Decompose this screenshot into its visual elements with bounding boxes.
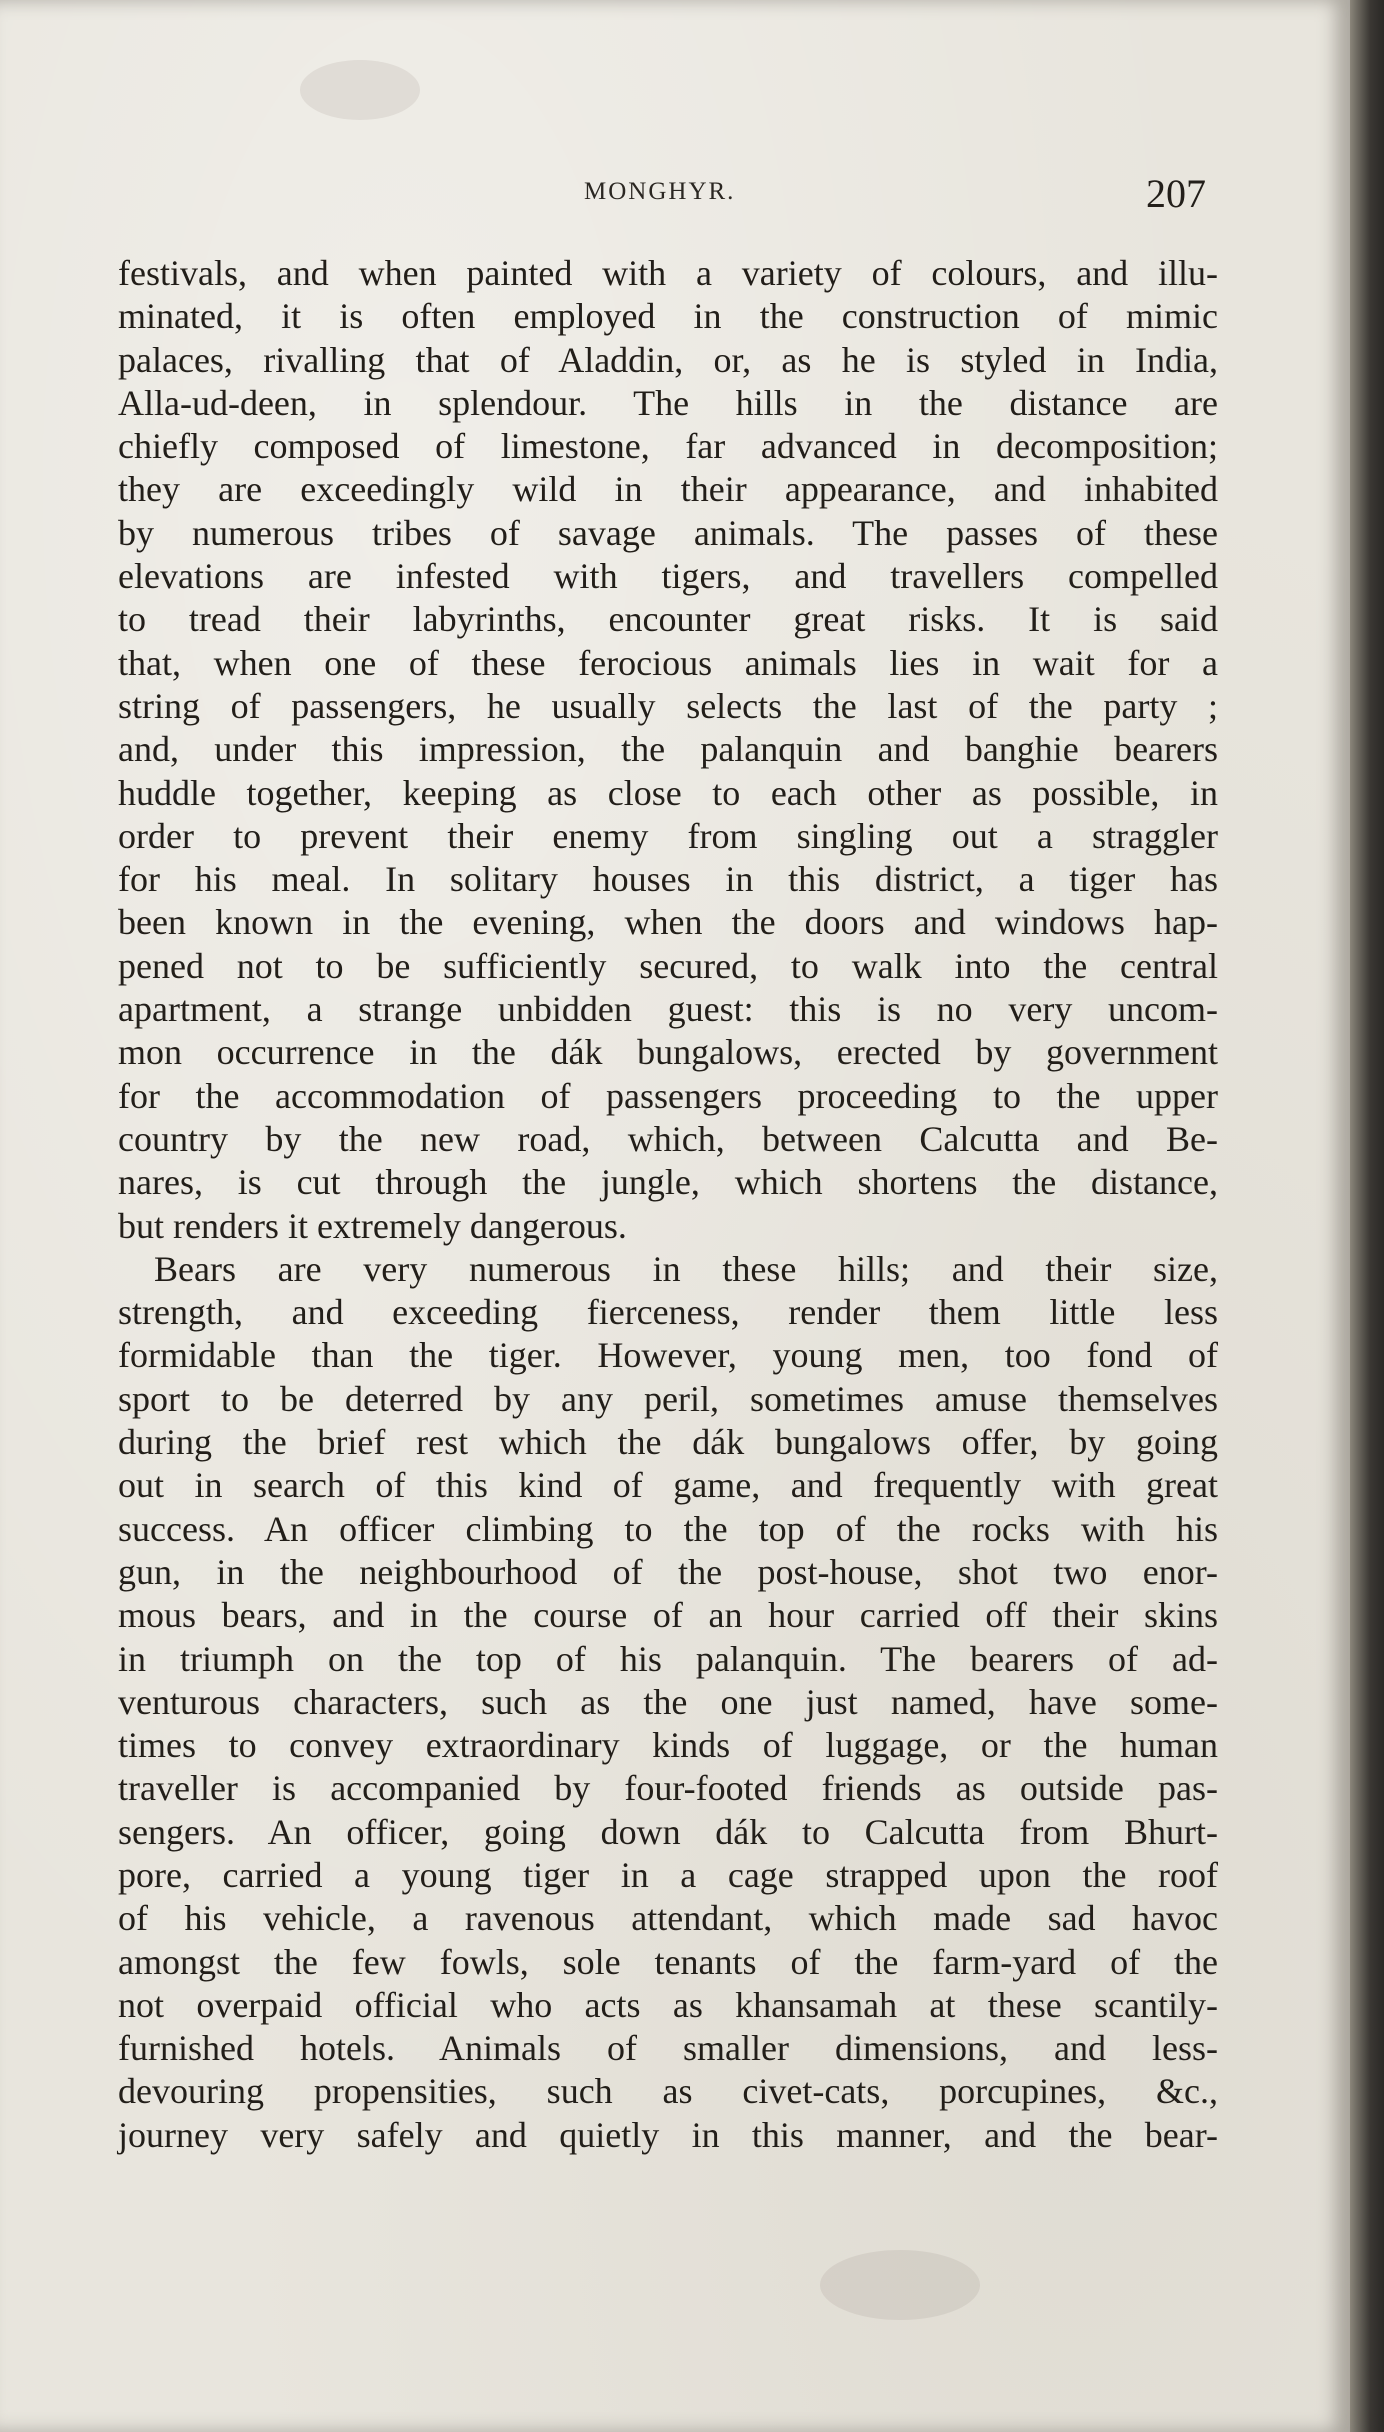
text-line: for his meal. In solitary houses in this district, a tiger has: [118, 859, 1218, 900]
text-line: gun, in the neighbourhood of the post-house, shot two enor-: [118, 1551, 1218, 1592]
text-line: and, under this impression, the palanquin and banghie bearers: [118, 729, 1218, 770]
text-line: for the accommodation of passengers proceeding to the upper: [118, 1075, 1218, 1116]
running-head-title: MONGHYR.: [584, 178, 736, 205]
text-line: to tread their labyrinths, encounter great risks. It is said: [118, 599, 1218, 640]
text-line: sengers. An officer, going down dák to Calcutta from Bhurt-: [118, 1811, 1218, 1852]
text-line: minated, it is often employed in the construction of mimic: [118, 296, 1218, 337]
text-line: nares, is cut through the jungle, which shortens the distance,: [118, 1162, 1218, 1203]
page-number: 207: [1146, 171, 1206, 216]
text-line: been known in the evening, when the doors and windows hap-: [118, 902, 1218, 943]
text-line: strength, and exceeding fierceness, render them little less: [118, 1292, 1218, 1333]
text-line: times to convey extraordinary kinds of luggage, or the human: [118, 1725, 1218, 1766]
text-line: of his vehicle, a ravenous attendant, which made sad havoc: [118, 1898, 1218, 1939]
text-line: sport to be deterred by any peril, sometimes amuse themselves: [118, 1378, 1218, 1419]
text-line: but renders it extremely dangerous.: [118, 1205, 627, 1246]
text-line: pore, carried a young tiger in a cage strapped upon the roof: [118, 1854, 1218, 1895]
body-text: [118, 252, 1218, 2157]
text-line: festivals, and when painted with a variety of colours, and illu-: [118, 253, 1218, 293]
text-line: mous bears, and in the course of an hour carried off their skins: [118, 1595, 1218, 1636]
text-line: order to prevent their enemy from singling out a straggler: [118, 815, 1218, 856]
text-line: that, when one of these ferocious animals lies in wait for a: [118, 642, 1218, 683]
text-line: amongst the few fowls, sole tenants of the farm-yard of the: [118, 1941, 1218, 1982]
text-line: furnished hotels. Animals of smaller dimensions, and less-: [118, 2028, 1218, 2069]
text-line: devouring propensities, such as civet-cats, porcupines, &c.,: [118, 2071, 1218, 2112]
text-line: apartment, a strange unbidden guest: this is no very uncom-: [118, 989, 1218, 1030]
text-line: Bears are very numerous in these hills; and their size,: [154, 1248, 1218, 1289]
text-line: not overpaid official who acts as khansamah at these scantily-: [118, 1984, 1218, 2025]
text-line: country by the new road, which, between Calcutta and Be-: [118, 1118, 1218, 1159]
text-line: by numerous tribes of savage animals. The passes of these: [118, 512, 1218, 553]
page-stain: [300, 60, 420, 120]
text-line: pened not to be sufficiently secured, to walk into the central: [118, 945, 1218, 986]
book-binding-edge: [1350, 0, 1384, 2432]
page-stain: [820, 2250, 980, 2320]
text-line: traveller is accompanied by four-footed friends as outside pas-: [118, 1768, 1218, 1809]
text-line: journey very safely and quietly in this manner, and the bear-: [118, 2114, 1218, 2155]
text-line: Alla-ud-deen, in splendour. The hills in the distance are: [118, 382, 1218, 423]
text-line: they are exceedingly wild in their appearance, and inhabited: [118, 469, 1218, 510]
text-line: formidable than the tiger. However, young men, too fond of: [118, 1335, 1218, 1376]
text-line: during the brief rest which the dák bungalows offer, by going: [118, 1422, 1218, 1463]
text-line: string of passengers, he usually selects the last of the party ;: [118, 685, 1218, 726]
text-line: elevations are infested with tigers, and travellers compelled: [118, 556, 1218, 597]
running-head: [0, 170, 1350, 230]
text-line: success. An officer climbing to the top of the rocks with his: [118, 1508, 1218, 1549]
text-line: in triumph on the top of his palanquin. The bearers of ad-: [118, 1638, 1218, 1679]
text-line: venturous characters, such as the one just named, have some-: [118, 1681, 1218, 1722]
text-line: out in search of this kind of game, and frequently with great: [118, 1465, 1218, 1506]
text-line: chiefly composed of limestone, far advanced in decomposition;: [118, 426, 1218, 467]
text-line: palaces, rivalling that of Aladdin, or, as he is styled in India,: [118, 339, 1218, 380]
text-line: huddle together, keeping as close to each other as possible, in: [118, 772, 1218, 813]
text-line: mon occurrence in the dák bungalows, erected by government: [118, 1032, 1218, 1073]
